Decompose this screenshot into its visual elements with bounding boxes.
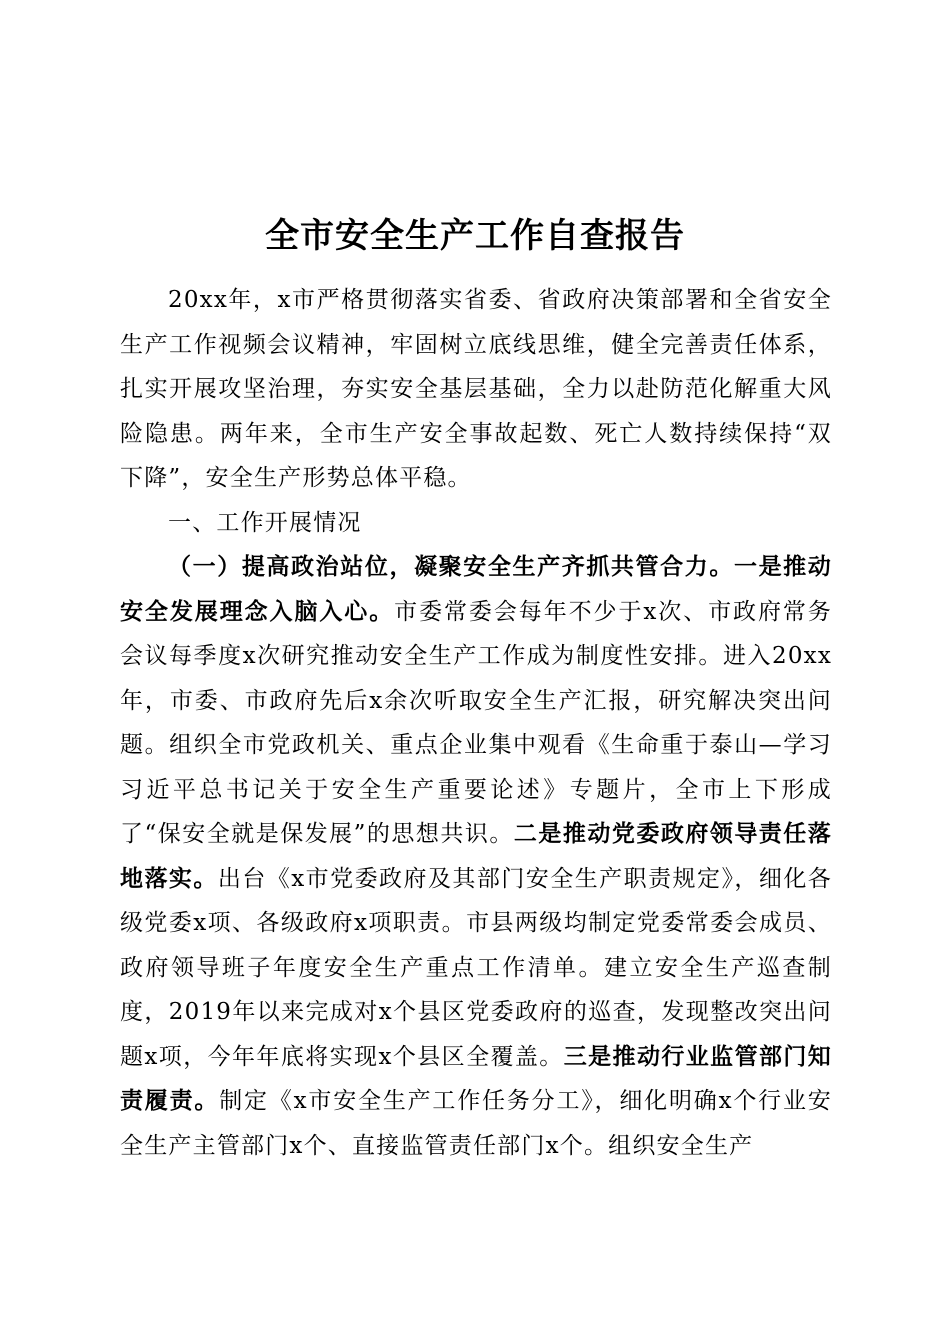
document-title: 全市安全生产工作自查报告 [265,216,685,256]
point-heading: 二是推动党委政府领导责任落地落实。 [120,821,832,892]
subsection-paragraph [120,545,832,1168]
paragraph-text: 制定《x市安全生产工作任务分工》，细化明确x个行业安全生产主管部门x个、直接监管责任部门x个。组织安全生产 [120,1088,832,1159]
subsection-lead: （一）提高政治站位，凝聚安全生产齐抓共管合力。一是推动安全发展理念入脑入心。 [120,554,832,625]
document-body [120,278,832,1168]
section-heading: 一、工作开展情况 [168,509,362,536]
point-heading: 三是推动行业监管部门知责履责。 [120,1043,833,1114]
paragraph-text: 出台《x市党委政府及其部门安全生产职责规定》，细化各级党委x项、各级政府x项职责。市县两级均制定党委常委会成员、政府领导班子年度安全生产重点工作清单。建立安全生产巡查制度，2019年以来完成对x个县区党委政府的巡查，发现整改突出问题x项，今年年底将实现x个县区全覆盖。 [120,865,832,1070]
intro-paragraph: 20xx年，x市严格贯彻落实省委、省政府决策部署和全省安全生产工作视频会议精神，牢固树立底线思维，健全完善责任体系，扎实开展攻坚治理，夯实安全基层基础，全力以赴防范化解重大风险隐患。两年来，全市生产安全事故起数、死亡人数持续保持“双下降”，安全生产形势总体平稳。 [120,287,832,491]
paragraph-text: 市委常委会每年不少于x次、市政府常务会议每季度x次研究推动安全生产工作成为制度性安排。进入20xx年，市委、市政府先后x余次听取安全生产汇报，研究解决突出问题。组织全市党政机关、重点企业集中观看《生命重于泰山—学习习近平总书记关于安全生产重要论述》专题片，全市上下形成了“保安全就是保发展”的思想共识。 [120,598,833,847]
